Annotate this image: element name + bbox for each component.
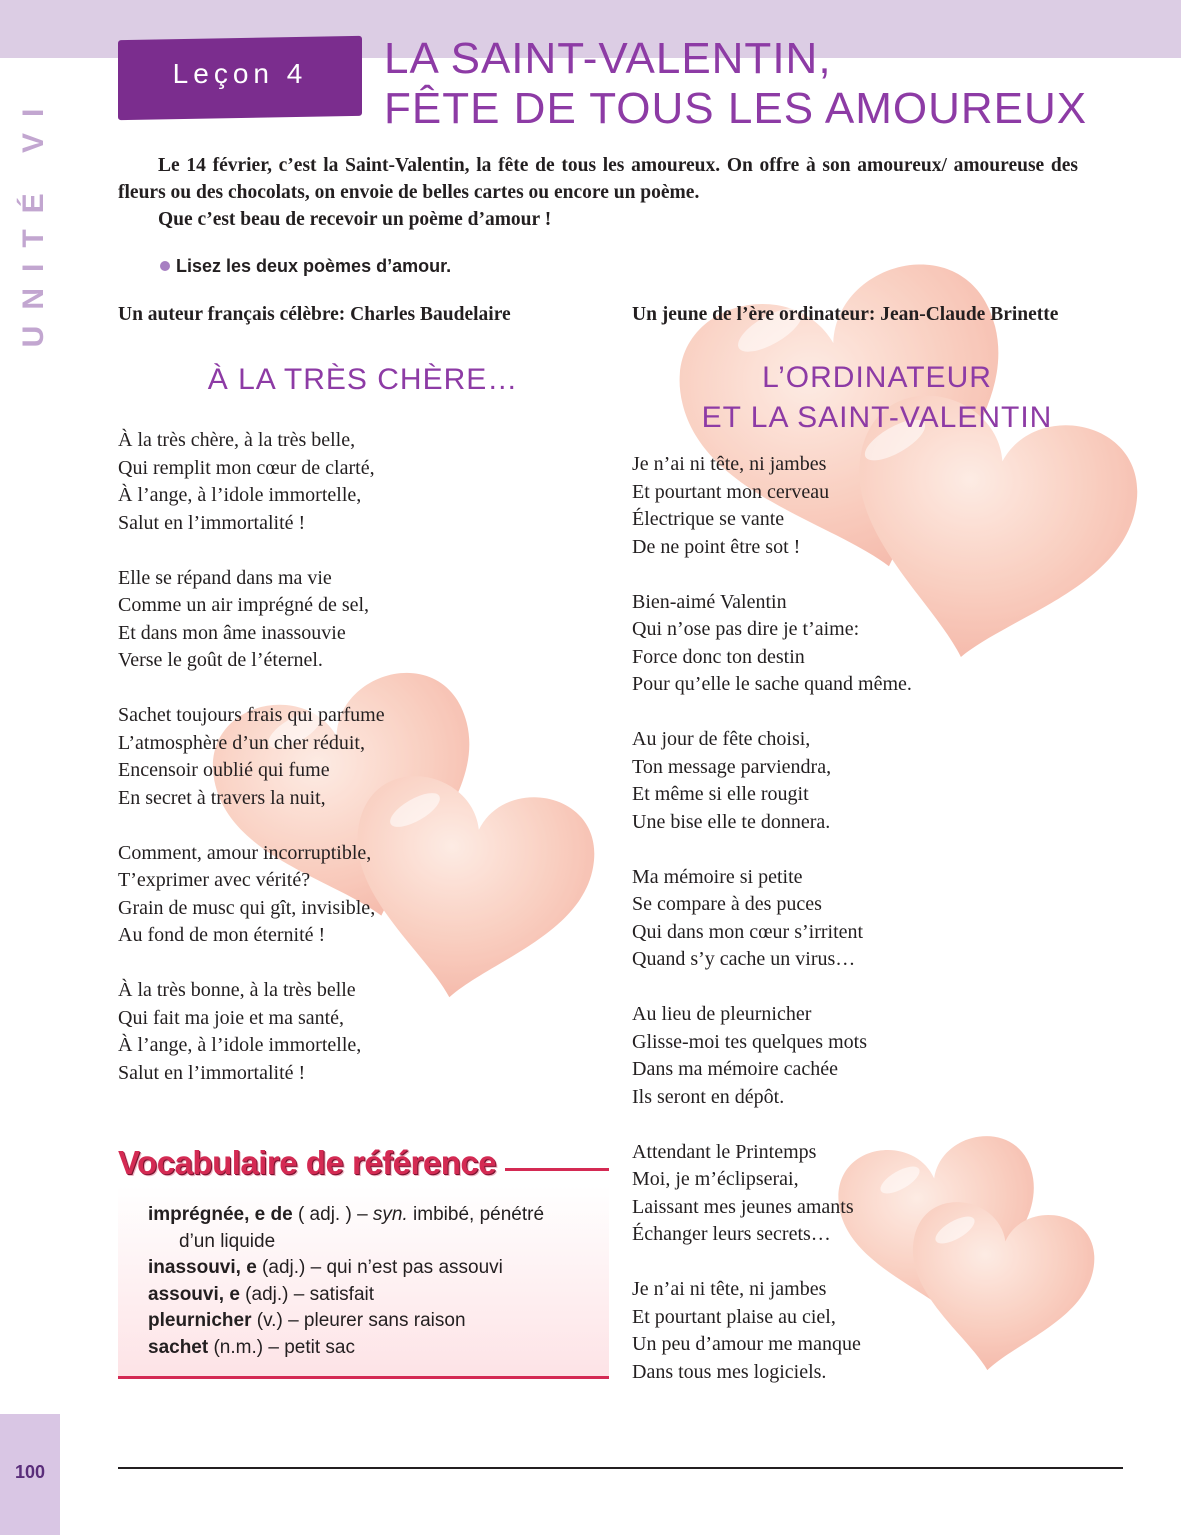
verse-line: Moi, je m’éclipserai, (632, 1168, 799, 1190)
page-title (384, 34, 1174, 134)
verse-line: Au jour de fête choisi, (632, 728, 811, 750)
verse-line: Et dans mon âme inassouvie (118, 621, 346, 644)
verse-line: Dans tous mes logiciels. (632, 1360, 827, 1383)
verse-line: Et même si elle rougit (632, 783, 809, 805)
verse-line: Ma mémoire si petite (632, 865, 803, 888)
poem-title-line: L’ORDINATEUR (762, 361, 992, 394)
verse-line: Au fond de mon éternité ! (118, 924, 326, 946)
stanza (632, 864, 912, 974)
verse-line: À la très chère, à la très belle, (118, 429, 356, 451)
bottom-rule (118, 1467, 1123, 1469)
vocab-title: Vocabulaire de référence (118, 1144, 497, 1181)
verse-line: Se compare à des puces (632, 893, 822, 915)
instruction: Lisez les deux poèmes d’amour. (160, 256, 451, 277)
verse-line: À l’ange, à l’idole immortelle, (118, 484, 362, 506)
stanza (118, 840, 385, 950)
verse-line: Glisse-moi tes quelques mots (632, 1030, 867, 1053)
vocab-entry: sachet (n.m.) – petit sac (148, 1336, 355, 1358)
verse-line: Ton message parviendra, (632, 755, 832, 778)
verse-line: Qui dans mon cœur s’irritent (632, 920, 864, 943)
left-poem (118, 427, 385, 1115)
stanza (632, 1276, 912, 1386)
verse-line: L’atmosphère d’un cher réduit, (118, 731, 365, 754)
intro-paragraph: Que c’est beau de recevoir un poème d’amour ! (158, 209, 552, 230)
right-author: Un jeune de l’ère ordinateur: Jean-Claude Brinette (632, 304, 1059, 325)
verse-line: Qui fait ma joie et ma santé, (118, 1006, 345, 1029)
poem-title-line: ET LA SAINT-VALENTIN (701, 401, 1053, 434)
verse-line: Bien-aimé Valentin (632, 590, 787, 613)
bullet-icon (160, 261, 170, 271)
verse-line: Grain de musc qui gît, invisible, (118, 896, 376, 919)
verse-line: Et pourtant plaise au ciel, (632, 1305, 836, 1328)
verse-line: Encensoir oublié qui fume (118, 759, 330, 781)
verse-line: Je n’ai ni tête, ni jambes (632, 1278, 827, 1300)
vocab-entry: inassouvi, e (adj.) – qui n’est pas assouvi (148, 1257, 503, 1278)
right-poem-title (632, 358, 1122, 438)
stanza (118, 565, 385, 675)
vocab-entry: assouvi, e (adj.) – satisfait (148, 1283, 375, 1305)
unit-label: UNITÉ VI (17, 92, 50, 348)
stanza (118, 977, 385, 1087)
verse-line: Au lieu de pleurnicher (632, 1003, 812, 1025)
verse-line: Comment, amour incorruptible, (118, 841, 372, 864)
vocab-list (148, 1202, 603, 1361)
verse-line: Quand s’y cache un virus… (632, 948, 856, 970)
verse-line: Dans ma mémoire cachée (632, 1058, 839, 1080)
verse-line: À la très bonne, à la très belle (118, 979, 356, 1001)
verse-line: Force donc ton destin (632, 645, 805, 668)
verse-line: Une bise elle te donnera. (632, 810, 831, 833)
verse-line: Échanger leurs secrets… (632, 1223, 831, 1245)
verse-line: Pour qu’elle le sache quand même. (632, 673, 912, 695)
verse-line: T’exprimer avec vérité? (118, 869, 311, 891)
verse-line: Verse le goût de l’éternel. (118, 649, 323, 671)
verse-line: Elle se répand dans ma vie (118, 566, 332, 589)
verse-line: Un peu d’amour me manque (632, 1333, 861, 1355)
verse-line: De ne point être sot ! (632, 535, 801, 558)
verse-line: Laissant mes jeunes amants (632, 1195, 854, 1218)
verse-line: Ils seront en dépôt. (632, 1085, 785, 1108)
title-line: FÊTE DE TOUS LES AMOUREUX (384, 84, 1088, 133)
verse-line: Salut en l’immortalité ! (118, 511, 306, 534)
vocab-title-rule (505, 1168, 609, 1171)
stanza (632, 589, 912, 699)
vocab-entry: pleurnicher (v.) – pleurer sans raison (148, 1310, 466, 1331)
verse-line: À l’ange, à l’idole immortelle, (118, 1034, 362, 1056)
stanza (632, 726, 912, 836)
stanza (632, 1001, 912, 1111)
stanza (118, 427, 385, 537)
stanza (632, 1139, 912, 1249)
lesson-label: Leçon 4 (172, 58, 308, 89)
intro-paragraph: Le 14 février, c’est la Saint-Valentin, la fête de tous les amoureux. On offre à son amoureux/ amoureuse des fleurs ou des chocolats, on envoie de belles cartes ou encore un poème. (118, 155, 1078, 203)
verse-line: En secret à travers la nuit, (118, 786, 326, 809)
verse-line: Sachet toujours frais qui parfume (118, 704, 385, 726)
verse-line: Attendant le Printemps (632, 1140, 817, 1163)
heart-icon (897, 1196, 1100, 1382)
left-poem-title: À LA TRÈS CHÈRE… (207, 363, 519, 396)
page-number: 100 (14, 1462, 46, 1482)
left-author: Un auteur français célèbre: Charles Baudelaire (118, 304, 511, 325)
right-poem (632, 451, 912, 1414)
verse-line: Qui n’ose pas dire je t’aime: (632, 618, 860, 640)
verse-line: Je n’ai ni tête, ni jambes (632, 453, 827, 475)
stanza (632, 451, 912, 561)
verse-line: Électrique se vante (632, 508, 785, 530)
vocab-entry: imprégnée, e de ( adj. ) – syn. imbibé, pénétré d’un liquide (148, 1204, 545, 1252)
verse-line: Et pourtant mon cerveau (632, 480, 830, 503)
title-line: LA SAINT-VALENTIN, (384, 34, 832, 83)
stanza (118, 702, 385, 812)
intro-text (118, 152, 1078, 233)
verse-line: Qui remplit mon cœur de clarté, (118, 456, 375, 479)
verse-line: Salut en l’immortalité ! (118, 1061, 306, 1084)
verse-line: Comme un air imprégné de sel, (118, 594, 370, 616)
